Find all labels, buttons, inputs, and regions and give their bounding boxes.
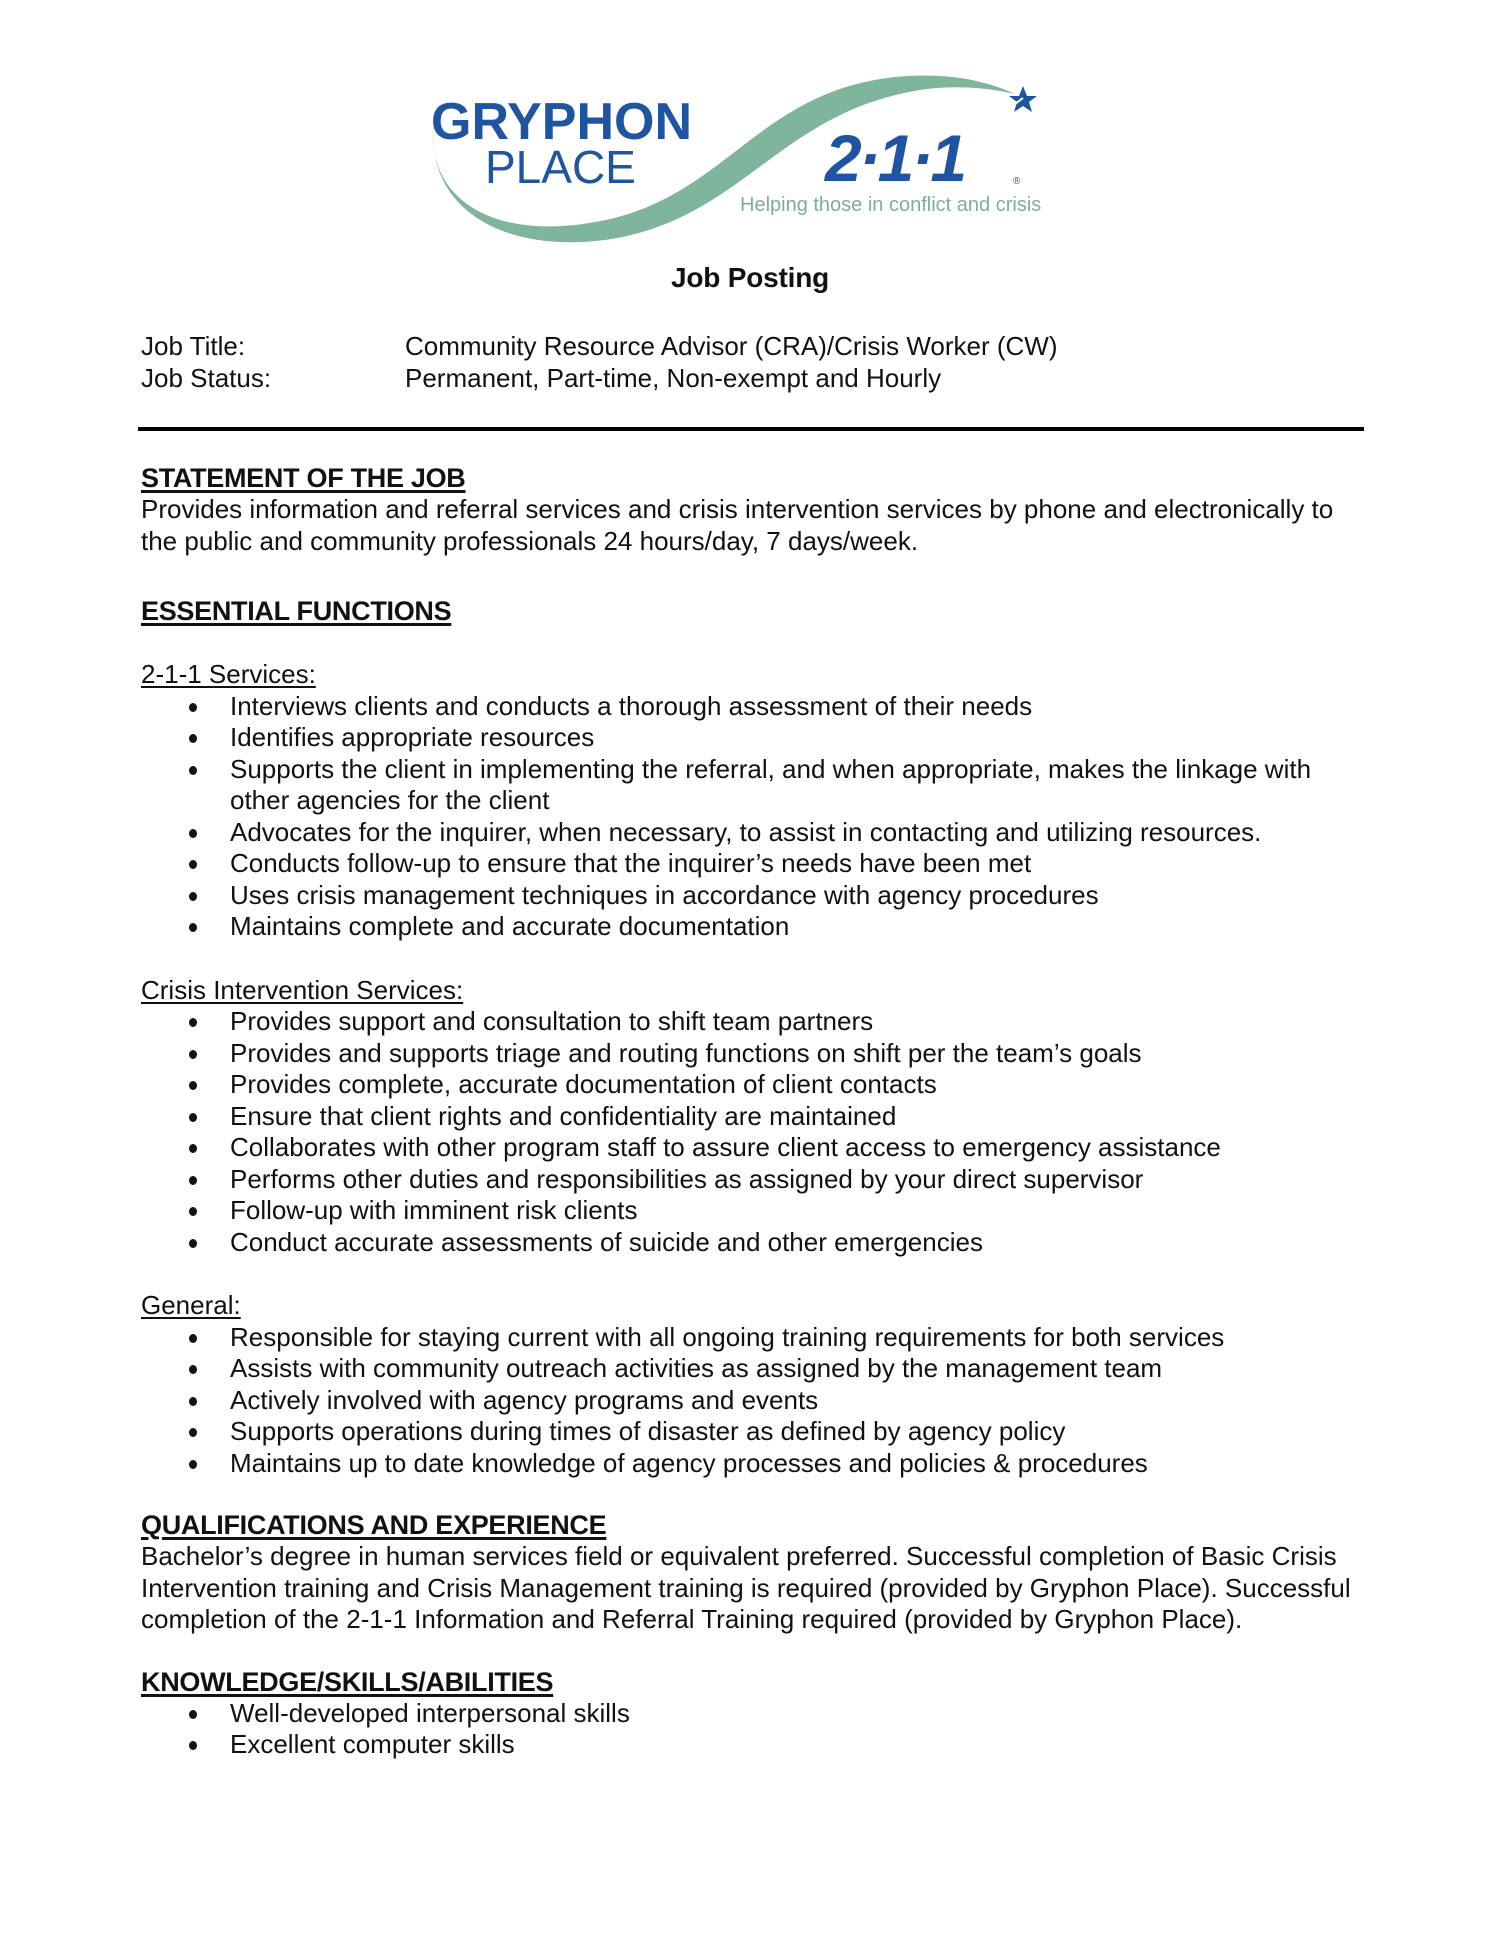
list-item: Interviews clients and conducts a thorough assessment of their needs xyxy=(141,691,1371,723)
page-title: Job Posting xyxy=(670,262,830,293)
list-item: Maintains complete and accurate documentation xyxy=(141,911,1371,943)
list-item: Conducts follow-up to ensure that the inquirer’s needs have been met xyxy=(141,848,1371,880)
list-211-services xyxy=(141,691,1371,943)
list-item: Assists with community outreach activities as assigned by the management team xyxy=(141,1353,1371,1385)
qualifications-heading: QUALIFICATIONS AND EXPERIENCE xyxy=(141,1510,607,1540)
list-item: Responsible for staying current with all ongoing training requirements for both services xyxy=(141,1322,1371,1354)
list-general xyxy=(141,1322,1371,1480)
list-item: Ensure that client rights and confidentiality are maintained xyxy=(141,1101,1371,1133)
list-item: Identifies appropriate resources xyxy=(141,722,1371,754)
gryphon-place-211-logo xyxy=(425,72,1085,247)
job-meta xyxy=(141,330,1058,394)
logo-tagline: Helping those in conflict and crisis xyxy=(740,194,1042,216)
brand-211: 2·1·1 xyxy=(825,121,965,195)
registered-mark: ® xyxy=(1013,176,1021,187)
ksa-heading: KNOWLEDGE/SKILLS/ABILITIES xyxy=(141,1666,554,1697)
list-crisis-intervention xyxy=(141,1006,1371,1258)
list-item: Performs other duties and responsibilities as assigned by your direct supervisor xyxy=(141,1164,1371,1196)
divider xyxy=(138,427,1364,431)
list-item: Collaborates with other program staff to assure client access to emergency assistance xyxy=(141,1132,1371,1164)
group-label-211-services: 2-1-1 Services: xyxy=(141,659,316,689)
brand-place: PLACE xyxy=(485,141,636,193)
list-ksa xyxy=(141,1698,1371,1761)
job-status-value: Permanent, Part-time, Non-exempt and Hourly xyxy=(405,363,942,393)
list-item: Provides support and consultation to shift team partners xyxy=(141,1006,1371,1038)
job-title-label: Job Title: xyxy=(141,331,246,361)
list-item: Supports the client in implementing the referral, and when appropriate, makes the linkage with other agencies for the client xyxy=(141,754,1360,817)
list-item: Advocates for the inquirer, when necessary, to assist in contacting and utilizing resources. xyxy=(141,817,1371,849)
list-item: Follow-up with imminent risk clients xyxy=(141,1195,1371,1227)
statement-heading: STATEMENT OF THE JOB xyxy=(141,463,466,493)
job-status-label: Job Status: xyxy=(141,363,272,393)
job-title-row xyxy=(141,330,1058,362)
job-status-row xyxy=(141,362,1058,394)
job-title-value: Community Resource Advisor (CRA)/Crisis Worker (CW) xyxy=(405,331,1058,361)
list-item: Conduct accurate assessments of suicide and other emergencies xyxy=(141,1227,1371,1259)
essential-functions-heading: ESSENTIAL FUNCTIONS xyxy=(141,596,452,626)
brand-gryphon: GRYPHON xyxy=(431,93,692,151)
group-label-crisis-intervention: Crisis Intervention Services: xyxy=(141,974,464,1005)
list-item: Maintains up to date knowledge of agency processes and policies & procedures xyxy=(141,1448,1371,1480)
list-item: Excellent computer skills xyxy=(141,1729,1371,1761)
document-body xyxy=(141,462,1371,1761)
statement-text: Provides information and referral services and crisis intervention services by phone and electronically to the public and community professionals 24 hours/day, 7 days/week. xyxy=(141,494,1334,556)
list-item: Provides and supports triage and routing functions on shift per the team’s goals xyxy=(141,1038,1371,1070)
list-item: Actively involved with agency programs and events xyxy=(141,1385,1371,1417)
list-item: Well-developed interpersonal skills xyxy=(141,1698,1371,1730)
list-item: Supports operations during times of disaster as defined by agency policy xyxy=(141,1416,1371,1448)
list-item: Uses crisis management techniques in accordance with agency procedures xyxy=(141,880,1371,912)
group-label-general: General: xyxy=(141,1290,241,1320)
qualifications-text: Bachelor’s degree in human services field or equivalent preferred. Successful completion of Basic Crisis Intervention training and Crisis Management training is required (provided by Gryphon Place). Successful completion of the 2-1-1 Information and Referral Training required (provided by Gryphon Place). xyxy=(141,1541,1351,1634)
list-item: Provides complete, accurate documentation of client contacts xyxy=(141,1069,1371,1101)
